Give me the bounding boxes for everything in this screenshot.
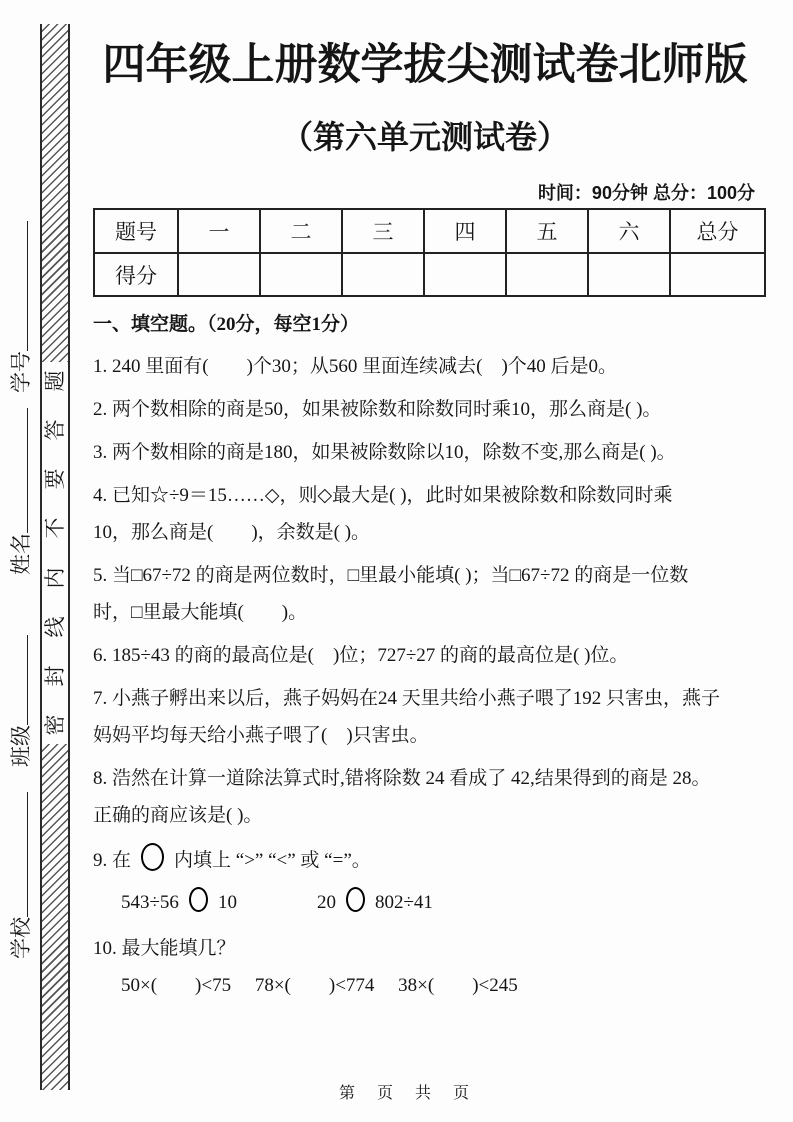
class-label: 班级 [9,725,33,767]
expression: 543÷56 [121,892,179,913]
question-line: 8. 浩然在计算一道除法算式时,错将除数 24 看成了 42,结果得到的商是 28。 [93,768,711,789]
student-info-labels [0,0,40,1122]
page-subtitle: （第六单元测试卷） [280,119,569,155]
score-table-header-cell: 五 [506,209,588,253]
circle-blank [189,887,208,912]
question-1 [93,348,757,385]
question-text: 内填上 “>” “<” 或 “=”。 [174,850,371,871]
seal-char: 线 [43,616,67,638]
question-line: 10. 最大能填几？ [93,938,236,959]
score-cell-empty [342,253,424,296]
expression: 802÷41 [374,892,433,913]
score-cell-empty [260,253,342,296]
class-blank-line [23,635,28,725]
score-table-header-cell: 四 [424,209,506,253]
question-5 [93,557,757,631]
student-id-label: 学号 [9,351,33,393]
score-cell-empty [670,253,765,296]
student-id-blank-line [23,221,28,351]
question-line: 10，那么商是( )，余数是( )。 [93,522,371,543]
student-id-field [5,221,35,393]
score-table-score-row [94,253,765,296]
score-table-header-row [94,209,765,253]
score-table-header-cell: 题号 [94,209,178,253]
hatch-pattern-bottom [42,744,68,1090]
question-3 [93,434,757,471]
seal-char: 答 [43,419,67,441]
score-row-label: 得分 [94,253,178,296]
name-field [5,408,35,575]
question-line: 2. 两个数相除的商是50，如果被除数和除数同时乘10，那么商是( )。 [93,399,662,420]
seal-text [42,362,68,744]
class-field [5,635,35,767]
score-cell-empty [178,253,260,296]
question-line: 1. 240 里面有( )个30；从560 里面连续减去( )个40 后是0。 [93,356,618,377]
question-line: 5. 当□67÷72 的商是两位数时，□里最小能填( )；当□67÷72 的商是一位数 [93,565,689,586]
page-footer: 第 页 共 页 [338,1085,478,1102]
seal-char: 封 [43,665,67,687]
question-9 [93,840,757,924]
question-10 [93,930,757,1004]
question-line: 时，□里最大能填( )。 [93,602,308,623]
seal-char: 不 [43,517,67,539]
hatch-pattern-top [42,24,68,362]
score-cell-empty [424,253,506,296]
name-blank-line [23,408,28,533]
circle-blank [346,887,365,912]
question-2 [93,391,757,428]
exam-info: 时间：90分钟 总分：100分 [537,183,755,203]
question-line [93,840,757,882]
question-line: 正确的商应该是( )。 [93,805,263,826]
section-title: 一、填空题。（20分，每空1分） [93,314,360,335]
score-table-header-cell: 六 [588,209,670,253]
seal-char: 内 [43,567,67,589]
question-4 [93,477,757,551]
question-text: 9. 在 [93,850,132,871]
page-title: 四年级上册数学拔尖测试卷北师版 [102,41,748,89]
question-line: 6. 185÷43 的商的最高位是( )位；727÷27 的商的最高位是( )位。 [93,645,629,666]
circle-blank [141,843,164,871]
school-blank-line [23,792,28,917]
question-line: 3. 两个数相除的商是180，如果被除数除以10，除数不变,那么商是( )。 [93,442,676,463]
question-line: 妈妈平均每天给小燕子喂了( )只害虫。 [93,725,429,746]
score-table [93,208,766,297]
score-table-header-cell: 一 [178,209,260,253]
name-label: 姓名 [9,533,33,575]
question-7 [93,680,757,754]
question-line: 4. 已知☆÷9＝15……◇，则◇最大是( )，此时如果被除数和除数同时乘 [93,485,673,506]
expression: 10 [217,892,237,913]
seal-char: 要 [43,468,67,490]
question-8 [93,760,757,834]
question-6 [93,637,757,674]
seal-char: 题 [43,370,67,392]
score-table-header-cell: 总分 [670,209,765,253]
question-line: 7. 小燕子孵出来以后，燕子妈妈在24 天里共给小燕子喂了192 只害虫，燕子 [93,688,721,709]
seal-char: 密 [43,714,67,736]
expression: 20 [316,892,336,913]
question-line: 50×( )<75 78×( )<774 38×( )<245 [121,975,518,996]
score-table-header-cell: 三 [342,209,424,253]
school-label: 学校 [9,917,33,959]
score-table-header-cell: 二 [260,209,342,253]
question-line [93,882,757,924]
score-cell-empty [588,253,670,296]
seal-band [40,24,70,1090]
score-cell-empty [506,253,588,296]
school-field [5,792,35,959]
main-content [93,30,757,1010]
